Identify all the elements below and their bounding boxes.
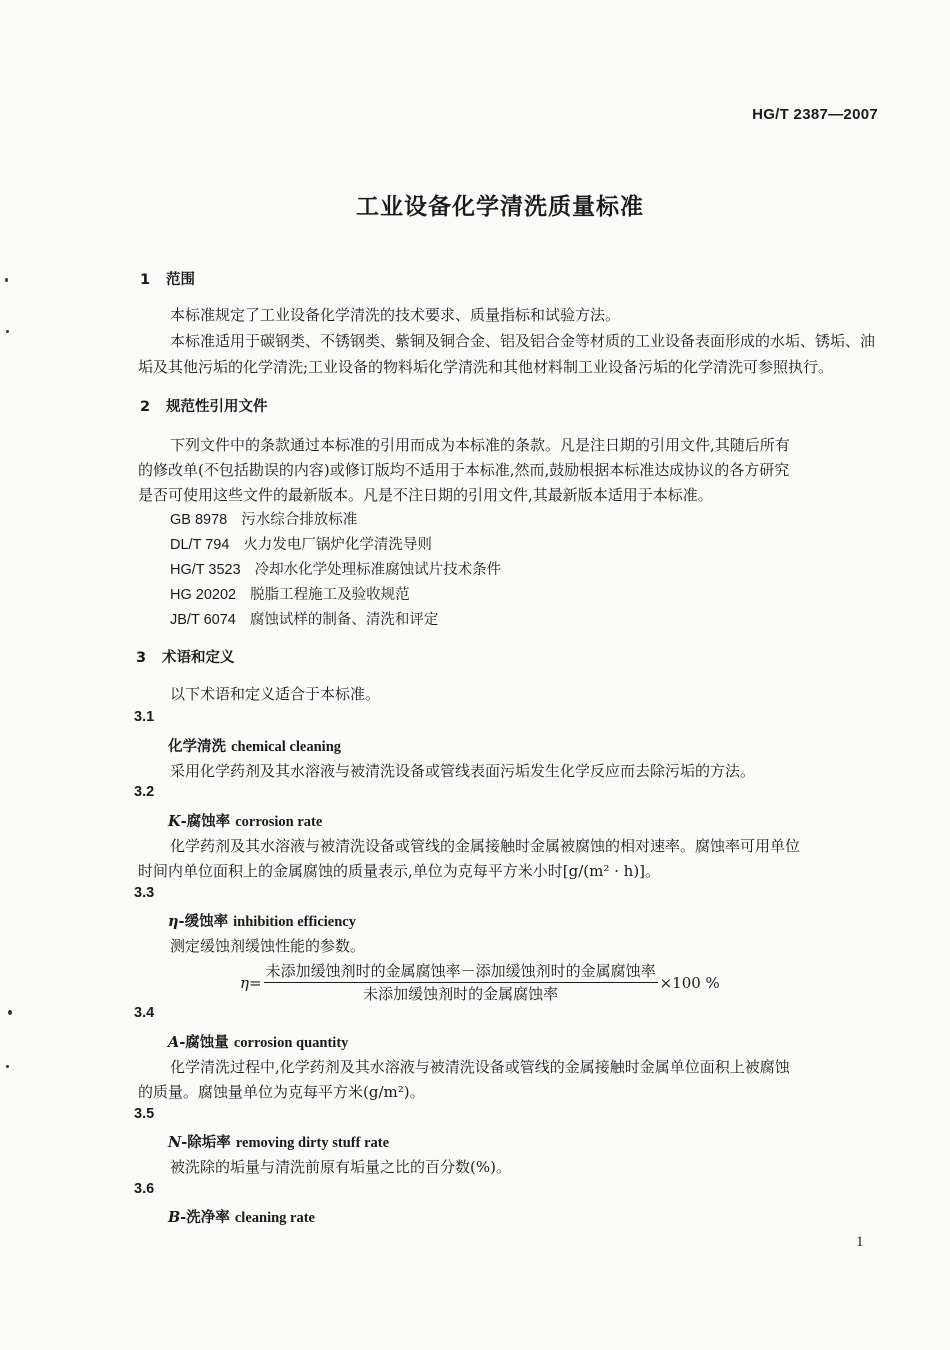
section-title: 规范性引用文件	[166, 399, 268, 415]
reference-name: 冷却水化学处理标准腐蚀试片技术条件	[254, 562, 502, 578]
term-zh: -缓蚀率	[178, 913, 229, 930]
subsection-number: 3.2	[134, 784, 155, 800]
document-title: 工业设备化学清洗质量标准	[356, 194, 644, 220]
formula-fraction	[264, 962, 658, 1004]
paragraph-line: 是否可使用这些文件的最新版本。凡是不注日期的引用文件,其最新版本适用于本标准。	[138, 486, 713, 504]
term-heading	[168, 1031, 348, 1052]
term-definition: 采用化学药剂及其水溶液与被清洗设备或管线表面污垢发生化学反应而去除污垢的方法。	[170, 762, 756, 780]
term-symbol: N	[168, 1134, 182, 1151]
reference-name: 脱脂工程施工及验收规范	[250, 587, 410, 603]
term-zh: 化学清洗	[168, 738, 226, 755]
page-number: 1	[856, 1234, 864, 1250]
reference-item	[170, 558, 501, 579]
section-number: 1	[140, 272, 151, 288]
reference-name: 腐蚀试样的制备、清洗和评定	[249, 612, 439, 628]
term-definition-line: 化学药剂及其水溶液与被清洗设备或管线的金属接触时金属被腐蚀的相对速率。腐蚀率可用单位	[170, 837, 801, 855]
subsection-number: 3.4	[134, 1005, 155, 1021]
reference-code: JB/T 6074	[170, 612, 236, 628]
term-en: removing dirty stuff rate	[235, 1135, 390, 1151]
reference-name: 污水综合排放标准	[241, 512, 358, 528]
scan-speck	[6, 330, 9, 333]
subsection-number: 3.1	[134, 709, 155, 725]
term-definition: 被洗除的垢量与清洗前原有垢量之比的百分数(%)。	[170, 1158, 511, 1176]
term-en: inhibition efficiency	[233, 914, 356, 930]
term-zh: -洗净率	[180, 1209, 230, 1226]
formula-factor: ×100 %	[659, 974, 720, 992]
reference-code: DL/T 794	[170, 537, 230, 553]
section-1-heading	[140, 268, 195, 289]
reference-code: HG 20202	[170, 587, 237, 603]
paragraph: 以下术语和定义适合于本标准。	[170, 685, 381, 703]
term-heading	[168, 910, 356, 931]
section-title: 范围	[166, 272, 195, 288]
term-definition: 测定缓蚀剂缓蚀性能的参数。	[170, 937, 366, 955]
term-en: corrosion quantity	[233, 1035, 349, 1051]
term-zh: -腐蚀量	[179, 1034, 229, 1051]
term-symbol: B	[168, 1209, 181, 1226]
paragraph-line: 垢及其他污垢的化学清洗;工业设备的物料垢化学清洗和其他材料制工业设备污垢的化学清洗可参照执行。	[138, 358, 834, 376]
reference-item	[170, 533, 432, 554]
inhibition-formula	[240, 962, 720, 1004]
term-symbol: η	[168, 913, 179, 930]
formula-lhs: η=	[240, 974, 262, 992]
term-en: chemical cleaning	[231, 739, 342, 755]
scan-speck	[5, 278, 8, 282]
term-heading	[168, 1131, 389, 1152]
term-definition-line: 化学清洗过程中,化学药剂及其水溶液与被清洗设备或管线的金属接触时金属单位面积上被腐蚀	[170, 1058, 790, 1076]
standard-code: HG/T 2387—2007	[752, 106, 878, 123]
subsection-number: 3.3	[134, 885, 155, 901]
term-heading	[168, 735, 341, 756]
scan-speck	[8, 1010, 12, 1015]
section-title: 术语和定义	[162, 650, 235, 666]
term-definition-line: 的质量。腐蚀量单位为克每平方米(g/m²)。	[138, 1083, 425, 1101]
reference-name: 火力发电厂锅炉化学清洗导则	[243, 537, 432, 553]
paragraph-line: 的修改单(不包括勘误的内容)或修订版均不适用于本标准,然而,鼓励根据本标准达成协议的各方研究	[138, 461, 790, 479]
scan-speck	[6, 1065, 9, 1068]
term-zh: -除垢率	[181, 1134, 231, 1151]
paragraph: 本标准规定了工业设备化学清洗的技术要求、质量指标和试验方法。	[170, 306, 621, 324]
section-number: 3	[136, 650, 147, 666]
term-definition-line: 时间内单位面积上的金属腐蚀的质量表示,单位为克每平方米小时[g/(m² · h)]。	[138, 862, 661, 880]
term-heading	[168, 1206, 315, 1227]
subsection-number: 3.5	[134, 1106, 155, 1122]
section-2-heading	[140, 395, 268, 416]
reference-item	[170, 583, 410, 604]
term-symbol: A	[168, 1034, 180, 1051]
term-zh: -腐蚀率	[180, 813, 231, 830]
reference-code: HG/T 3523	[170, 562, 241, 578]
formula-denominator: 未添加缓蚀剂时的金属腐蚀率	[363, 985, 559, 1003]
reference-item	[170, 608, 438, 629]
paragraph-line: 下列文件中的条款通过本标准的引用而成为本标准的条款。凡是注日期的引用文件,其随后所有	[170, 436, 790, 454]
section-number: 2	[140, 399, 151, 415]
section-3-heading	[136, 646, 235, 667]
term-en: corrosion rate	[235, 814, 323, 830]
formula-numerator: 未添加缓蚀剂时的金属腐蚀率－添加缓蚀剂时的金属腐蚀率	[264, 962, 658, 983]
subsection-number: 3.6	[134, 1181, 155, 1197]
paragraph-line: 本标准适用于碳钢类、不锈钢类、紫铜及铜合金、铝及铝合金等材质的工业设备表面形成的水垢、锈垢、油	[170, 332, 876, 350]
term-symbol: K	[168, 813, 181, 830]
reference-item	[170, 508, 357, 529]
reference-code: GB 8978	[170, 512, 228, 528]
term-heading	[168, 810, 322, 831]
term-en: cleaning rate	[234, 1210, 315, 1226]
